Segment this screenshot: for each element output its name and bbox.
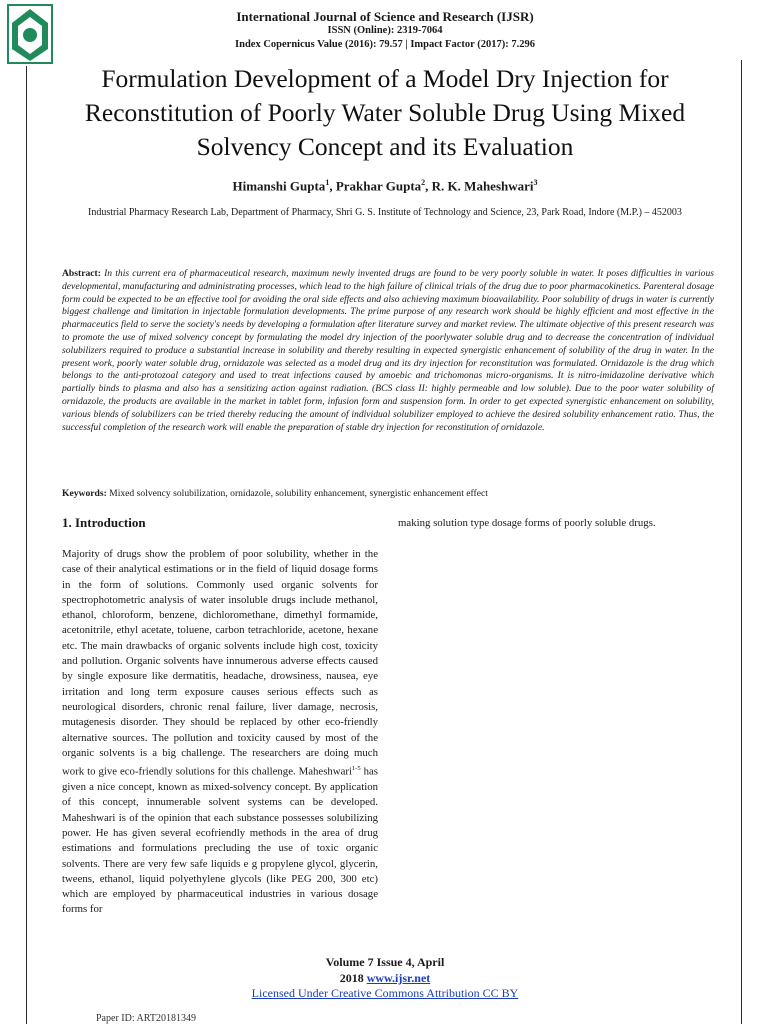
paper-title: Formulation Development of a Model Dry Injection for Reconstitution of Poorly Water Soluble Drug Using Mixed Solvency Concept and its Evaluation bbox=[84, 64, 686, 161]
author-affiliation-mark: 2 bbox=[421, 178, 426, 187]
intro-heading: 1. Introduction bbox=[62, 515, 146, 530]
right-column-text: making solution type dosage forms of poorly soluble drugs. bbox=[398, 517, 656, 529]
abstract-label: Abstract: bbox=[62, 268, 101, 279]
website-link[interactable]: www.ijsr.net bbox=[366, 970, 431, 985]
keywords-text: Mixed solvency solubilization, ornidazole, solubility enhancement, synergistic enhancement effect bbox=[109, 488, 488, 499]
affiliation: Industrial Pharmacy Research Lab, Department of Pharmacy, Shri G. S. Institute of Technology and Science, 23, Park Road, Indore (M.P.) – 452003 bbox=[88, 207, 682, 218]
citation-ref: 1-5 bbox=[352, 765, 361, 773]
abstract-text: In this current era of pharmaceutical research, maximum newly invented drugs are found to be very poorly soluble in water. It poses difficulties in various developmental, manufacturing and administrating processes, which lead to the high failure of clinical trials of the drug due to poor pharmacokinetics. Parenteral dosage form could be expected to be an effective tool for avoiding the oral side effects and also achieving maximum bioavailability. Poor solubility of drugs in water is currently biggest challenge and limitation in injectable formulation developments. The prime purpose of any research work should be highly efficient and most effective in the pharmaceutics field to serve the society's needs by developing a formulation after literature survey and market review. The ultimate objective of this present research was to promote the use of mixed solvency concept by formulating the model dry injection of the poorlywater soluble drug and to decrease the concentration of individual solubilizers required to produce a substantial increase in solubility and thereby resulting in expected synergistic enhancement of solubility of the drug in water. In the present work, poorly water soluble drug, ornidazole was selected as a model drug and its dry injection for reconstitution was formulated. Ornidazole is the drug which belongs to the anti-protozoal category and used to treat infections caused by amoebic and trichomonas micro-organisms. It is nitro-imidazoline derivative which partially binds to plasma and also has a sensitizing action against radiation. (BCS class II: highly permeable and low soluble). Due to the poor water solubility of ornidazole, the products are available in the market in tablet form, infusion form and suspension form. In order to get expected synergistic enhancement on solubility, various blends of solubilizers can be tried thereby reducing the amount of individual solubilizer employed to achieve the desired solubility enhancement ratio. Thus, the successful completion of the research work will enable the preparation of stable dry injection for reconstitution of ornidazole. bbox=[62, 268, 715, 433]
left-margin-rule bbox=[26, 66, 27, 1024]
author-name: R. K. Maheshwari bbox=[431, 178, 534, 194]
footer-volume: Volume 7 Issue 4, April bbox=[325, 955, 445, 969]
author-list: Himanshi Gupta$^1$, Prakhar Gupta$^2$, R. K. Maheshwari$^3$ bbox=[232, 178, 538, 194]
footer bbox=[250, 955, 520, 1002]
intro-body bbox=[62, 547, 378, 918]
keywords bbox=[62, 488, 714, 501]
intro-text: Majority of drugs show the problem of poor solubility, whether in the case of their analytical estimations or in the field of liquid dosage forms in the form of solutions. Commonly used organic solvents for spectrophotometric analysis of water insoluble drugs include methanol, ethanol, chloroform, benzene, dichloromethane, dimethyl formamide, acetonitrile, ethyl acetate, toluene, carbon tetrachloride, acetone, hexane etc. The main drawbacks of organic solvents include high cost, toxicity and pollution. Organic solvents have innumerous adverse effects caused by single exposure like dermatitis, headache, drowsiness, nausea, eye irritation and long term exposure causes serious effects such as neurological disorders, chronic renal failure, liver damage, necrosis, mutagenesis disorder. They should be replaced by other eco-friendly alternative sources. The pollution and toxicity caused by most of the organic solvents is a big challenge. The researchers are doing much work to give eco-friendly solutions for this challenge. Maheshwari bbox=[62, 548, 378, 778]
footer-year: 2018 bbox=[339, 970, 364, 985]
intro-text: has given a nice concept, known as mixed-solvency concept. By application of this concept, innumerable solvent systems can be developed. Maheshwari is of the opinion that each substance possesses solubilizing power. He has given several ecofriendly methods in the area of drug estimations and formulations precluding the use of toxic organic solvents. There are very few safe liquids e g propylene glycol, glycerin, tweens, ethanol, liquid polyethylene glycols (like PEG 200, 300 etc) which are employed by pharmaceutical industries in various dosage forms for bbox=[62, 765, 378, 916]
journal-name: International Journal of Science and Research (IJSR) bbox=[236, 9, 534, 24]
paper-id: Paper ID: ART20181349 bbox=[96, 1013, 196, 1024]
right-margin-rule bbox=[741, 60, 742, 1024]
author-affiliation-mark: 1 bbox=[325, 178, 330, 187]
author-affiliation-mark: 3 bbox=[533, 178, 538, 187]
keywords-label: Keywords: bbox=[62, 488, 107, 499]
license-link[interactable]: Licensed Under Creative Commons Attribution CC BY bbox=[251, 986, 519, 1000]
index-impact-factor: Index Copernicus Value (2016): 79.57 | Impact Factor (2017): 7.296 bbox=[235, 39, 535, 50]
abstract bbox=[62, 268, 714, 434]
author-name: Himanshi Gupta bbox=[232, 178, 326, 194]
author-name: Prakhar Gupta bbox=[335, 178, 422, 194]
issn: ISSN (Online): 2319-7064 bbox=[327, 25, 443, 36]
ijsr-logo bbox=[4, 3, 56, 65]
